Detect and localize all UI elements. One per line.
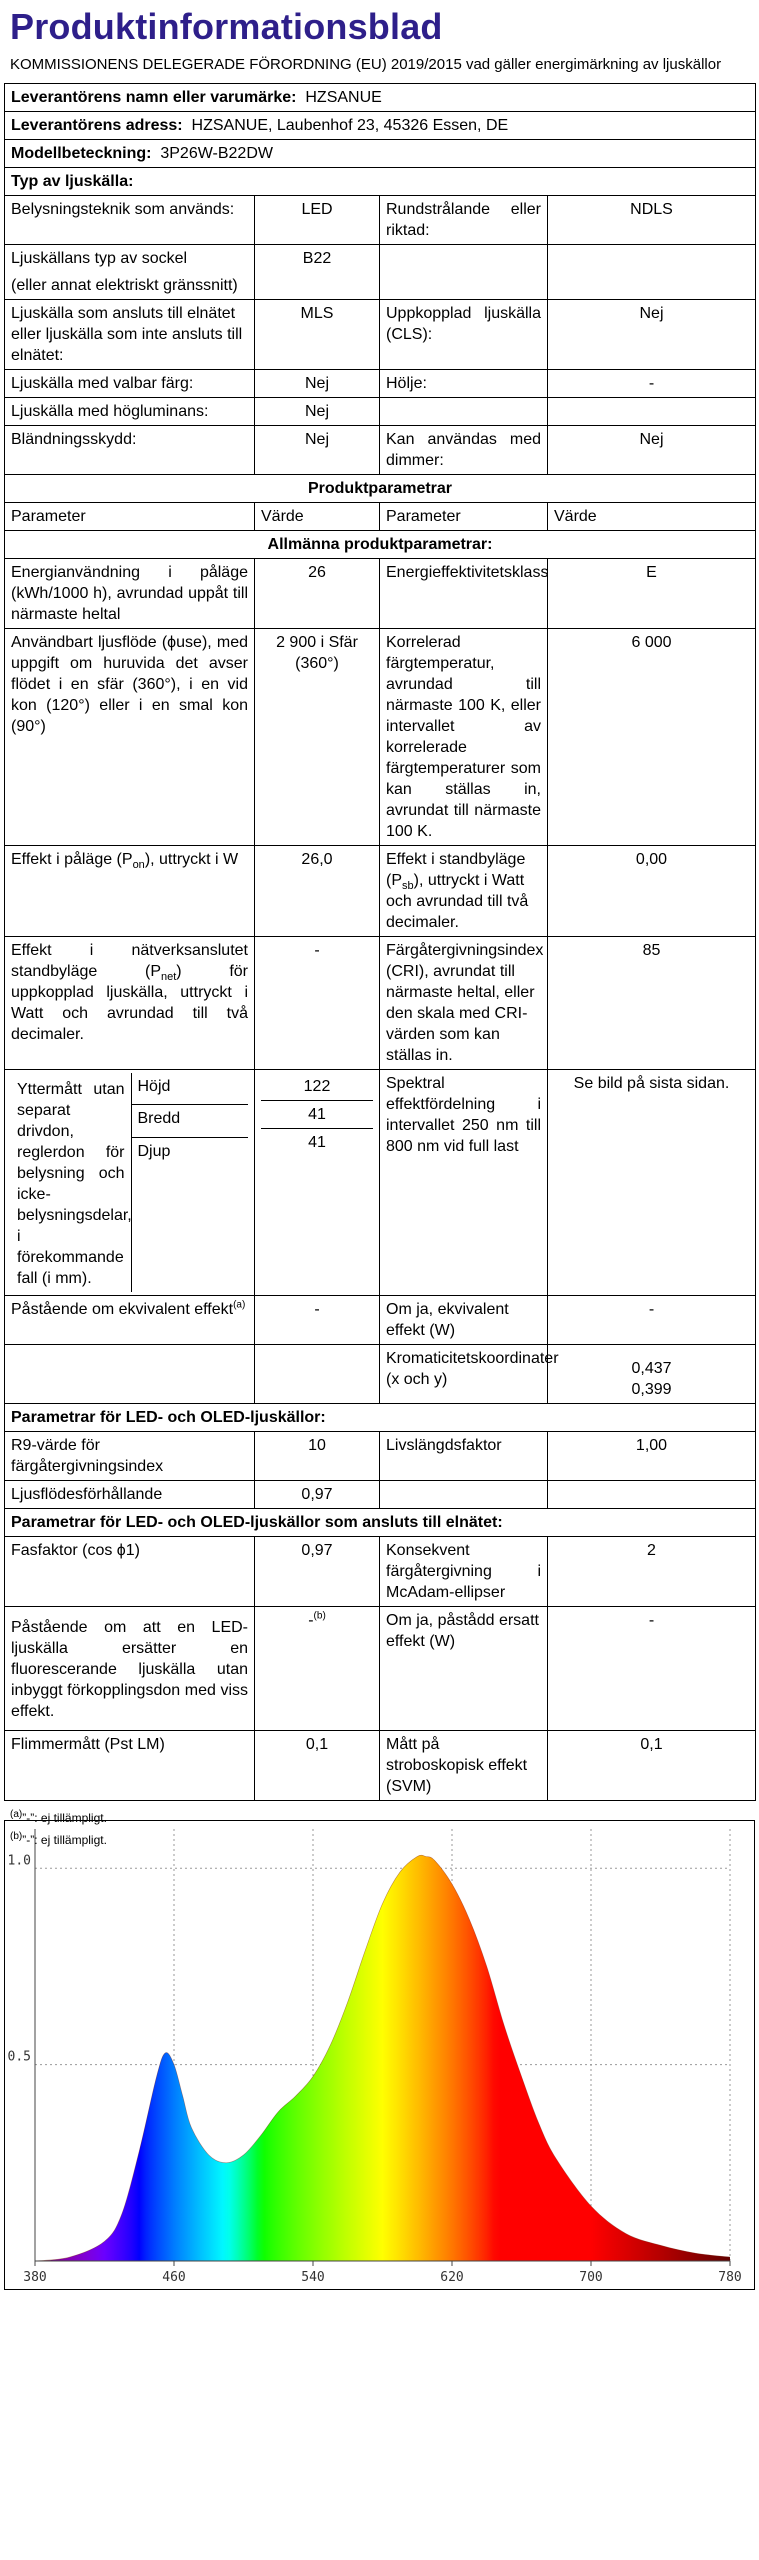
- model-row: [5, 140, 756, 168]
- chromaticity-x: 0,437: [631, 1360, 672, 1377]
- energy-class-value: E: [548, 559, 756, 629]
- glare-value: Nej: [255, 426, 380, 475]
- supplier-address-value: HZSANUE, Laubenhof 23, 45326 Essen, DE: [191, 117, 509, 134]
- high-luminance-label: Ljuskälla med högluminans:: [5, 398, 255, 426]
- dimmable-value: Nej: [548, 426, 756, 475]
- phase-factor-value: 0,97: [255, 1537, 380, 1607]
- macadam-label: Konsekvent färgåtergivning i McAdam-ellipser: [380, 1537, 548, 1607]
- phase-factor-label: Fasfaktor (cos ϕ1): [5, 1537, 255, 1607]
- r9-value: 10: [255, 1432, 380, 1481]
- glare-row: [5, 426, 756, 475]
- model-label: Modellbeteckning:: [11, 145, 152, 162]
- cap-value: B22: [255, 245, 380, 300]
- footnote-b: $^{(b)}$”-”: ej tillämpligt.: [10, 1831, 107, 1847]
- supplier-name-label: Leverantörens namn eller varumärke:: [11, 89, 297, 106]
- flux-row: [5, 629, 756, 846]
- product-params-header: Produktparametrar: [5, 475, 756, 503]
- cri-value: 85: [548, 937, 756, 1070]
- equiv-power-label: Om ja, ekvivalent effekt (W): [380, 1296, 548, 1345]
- width-label: Bredd: [131, 1105, 248, 1138]
- mains-row: [5, 300, 756, 370]
- height-value: 122: [261, 1073, 373, 1101]
- cap-label: Ljuskällans typ av sockel: [11, 250, 188, 267]
- survival-value: 1,00: [548, 1432, 756, 1481]
- general-header: Allmänna produktparametrar:: [5, 531, 756, 559]
- energy-row: [5, 559, 756, 629]
- energy-value: 26: [255, 559, 380, 629]
- product-params-header-row: [5, 475, 756, 503]
- regulation-subtitle: KOMMISSIONENS DELEGERADE FÖRORDNING (EU) 2019/2015 vad gäller energimärkning av ljuskällor: [10, 56, 722, 73]
- chromaticity-row: [5, 1345, 756, 1404]
- x-tick-label: 380: [23, 2270, 47, 2285]
- svm-value: 0,1: [548, 1731, 756, 1801]
- width-value: 41: [261, 1101, 373, 1129]
- pon-label: Effekt i påläge $(P_{on})$, uttryckt i W: [5, 846, 255, 937]
- envelope-label: Hölje:: [380, 370, 548, 398]
- led-header-row: [5, 1404, 756, 1432]
- colour-label: Ljuskälla med valbar färg:: [5, 370, 255, 398]
- col-header-value: Värde: [255, 503, 380, 531]
- tech-row: [5, 196, 756, 245]
- dimensions-row: [5, 1070, 756, 1296]
- lumen-maintenance-label: Ljusflödesförhållande: [5, 1481, 255, 1509]
- mains-led-header: Parametrar för LED- och OLED-ljuskällor som ansluts till elnätet:: [5, 1509, 756, 1537]
- product-information-sheet: [4, 2, 755, 1853]
- x-tick-label: 620: [440, 2270, 464, 2285]
- depth-label: Djup: [137, 1143, 171, 1160]
- supplier-name-row: [5, 84, 756, 112]
- page-title: Produktinformationsblad: [10, 6, 443, 47]
- model-value: 3P26W-B22DW: [160, 145, 273, 162]
- lumen-maintenance-value: 0,97: [255, 1481, 380, 1509]
- supplier-address-label: Leverantörens adress:: [11, 117, 183, 134]
- type-header-row: [5, 168, 756, 196]
- energy-class-label: Energieffektivitetsklass: [380, 559, 548, 629]
- info-table: [4, 83, 756, 1801]
- claim-power-label: Påstående om ekvivalent effekt$^{(a)}$: [5, 1296, 255, 1345]
- depth-value: 41: [308, 1134, 326, 1151]
- col-header-param-2: Parameter: [380, 503, 548, 531]
- general-header-row: [5, 531, 756, 559]
- chromaticity-y: 0,399: [631, 1381, 672, 1398]
- high-luminance-row: [5, 398, 756, 426]
- footnote-a: $^{(a)}$”-”: ej tillämpligt.: [10, 1809, 107, 1825]
- network-standby-row: [5, 937, 756, 1070]
- svm-label: Mått på stroboskopisk effekt (SVM): [380, 1731, 548, 1801]
- cls-value: Nej: [548, 300, 756, 370]
- flux-label: Användbart ljusflöde (ϕuse), med uppgift om huruvida det avser flödet i en sfär (360°), i en vid kon (120°) eller i en smal kon (90°): [5, 629, 255, 846]
- chromaticity-label: Kromaticitetskoordinater (x och y): [380, 1345, 548, 1404]
- pnet-label: Effekt i nätverksanslutet standbyläge $(P_{net})$ för uppkopplad ljuskälla, uttryckt i Watt och avrundad till två decimaler.: [5, 937, 255, 1070]
- equiv-power-value: -: [548, 1296, 756, 1345]
- high-luminance-value: Nej: [255, 398, 380, 426]
- x-tick-label: 540: [301, 2270, 325, 2285]
- claimed-power-value: -: [548, 1607, 756, 1731]
- flicker-value: 0,1: [255, 1731, 380, 1801]
- claim-power-row: [5, 1296, 756, 1345]
- r9-row: [5, 1432, 756, 1481]
- type-header: Typ av ljuskälla:: [5, 168, 756, 196]
- mains-value: MLS: [255, 300, 380, 370]
- power-row: [5, 846, 756, 937]
- colour-value: Nej: [255, 370, 380, 398]
- flux-value: 2 900 i Sfär (360°): [255, 629, 380, 846]
- envelope-value: -: [548, 370, 756, 398]
- directional-label: Rundstrålande eller riktad:: [380, 196, 548, 245]
- spd-value: Se bild på sista sidan.: [548, 1070, 756, 1296]
- cri-label: Färgåtergivningsindex (CRI), avrundat till närmaste heltal, eller den skala med CRI-värden som kan ställas in.: [380, 937, 548, 1070]
- supplier-name-value: HZSANUE: [305, 89, 382, 106]
- cap-label-extra: (eller annat elektriskt gränssnitt): [11, 277, 238, 294]
- spectrum-area: [35, 1829, 730, 2261]
- x-tick-label: 780: [718, 2270, 742, 2285]
- psb-value: 0,00: [548, 846, 756, 937]
- claimed-power-label: Om ja, påstådd ersatt effekt (W): [380, 1607, 548, 1731]
- led-header: Parametrar för LED- och OLED-ljuskällor:: [5, 1404, 756, 1432]
- height-label: Höjd: [131, 1073, 248, 1105]
- pon-value: 26,0: [255, 846, 380, 937]
- macadam-value: 2: [548, 1537, 756, 1607]
- col-header-param: Parameter: [5, 503, 255, 531]
- y-tick-label: 1.0: [7, 1853, 31, 1869]
- cct-value: 6 000: [548, 629, 756, 846]
- spd-label: Spektral effektfördelning i intervallet 250 nm till 800 nm vid full last: [380, 1070, 548, 1296]
- mains-header-row: [5, 1509, 756, 1537]
- mains-label: Ljuskälla som ansluts till elnätet eller ljuskälla som inte ansluts till elnätet:: [5, 300, 255, 370]
- replace-claim-value: -$^{(b)}$: [255, 1607, 380, 1731]
- glare-label: Bländningsskydd:: [5, 426, 255, 475]
- x-tick-label: 700: [579, 2270, 603, 2285]
- cls-label: Uppkopplad ljuskälla (CLS):: [380, 300, 548, 370]
- supplier-address-row: [5, 112, 756, 140]
- x-tick-label: 460: [162, 2270, 186, 2285]
- column-header-row: [5, 503, 756, 531]
- tech-value: LED: [255, 196, 380, 245]
- psb-label: Effekt i standbyläge $(P_{sb})$, uttryckt i Watt och avrundad till två decimaler.: [380, 846, 548, 937]
- replace-row: [5, 1607, 756, 1731]
- survival-label: Livslängdsfaktor: [380, 1432, 548, 1481]
- pnet-value: -: [255, 937, 380, 1070]
- spectrum-chart: [4, 1820, 755, 2290]
- tech-label: Belysningsteknik som används:: [5, 196, 255, 245]
- cap-row: [5, 245, 756, 300]
- phase-row: [5, 1537, 756, 1607]
- dimensions-label: Yttermått utan separat drivdon, reglerdon för belysning och icke-belysningsdelar, i förekommande fall (i mm).: [11, 1073, 131, 1292]
- y-tick-label: 0.5: [7, 2049, 31, 2065]
- directional-value: NDLS: [548, 196, 756, 245]
- flicker-label: Flimmermått (Pst LM): [5, 1731, 255, 1801]
- r9-label: R9-värde för färgåtergivningsindex: [5, 1432, 255, 1481]
- colour-row: [5, 370, 756, 398]
- cct-label: Korrelerad färgtemperatur, avrundad till närmaste 100 K, eller intervallet av korrelerade färgtemperaturer som kan ställas in, avrundat till närmaste 100 K.: [380, 629, 548, 846]
- dimmable-label: Kan användas med dimmer:: [380, 426, 548, 475]
- energy-label: Energianvändning i påläge (kWh/1000 h), avrundad uppåt till närmaste heltal: [5, 559, 255, 629]
- replace-claim-label: Påstående om att en LED-ljuskälla ersätter en fluorescerande ljuskälla utan inbyggt förkopplingsdon med viss effekt.: [5, 1607, 255, 1731]
- claim-power-value: -: [255, 1296, 380, 1345]
- spectrum-svg: [5, 1821, 754, 2289]
- lumen-maintenance-row: [5, 1481, 756, 1509]
- flicker-row: [5, 1731, 756, 1801]
- col-header-value-2: Värde: [548, 503, 756, 531]
